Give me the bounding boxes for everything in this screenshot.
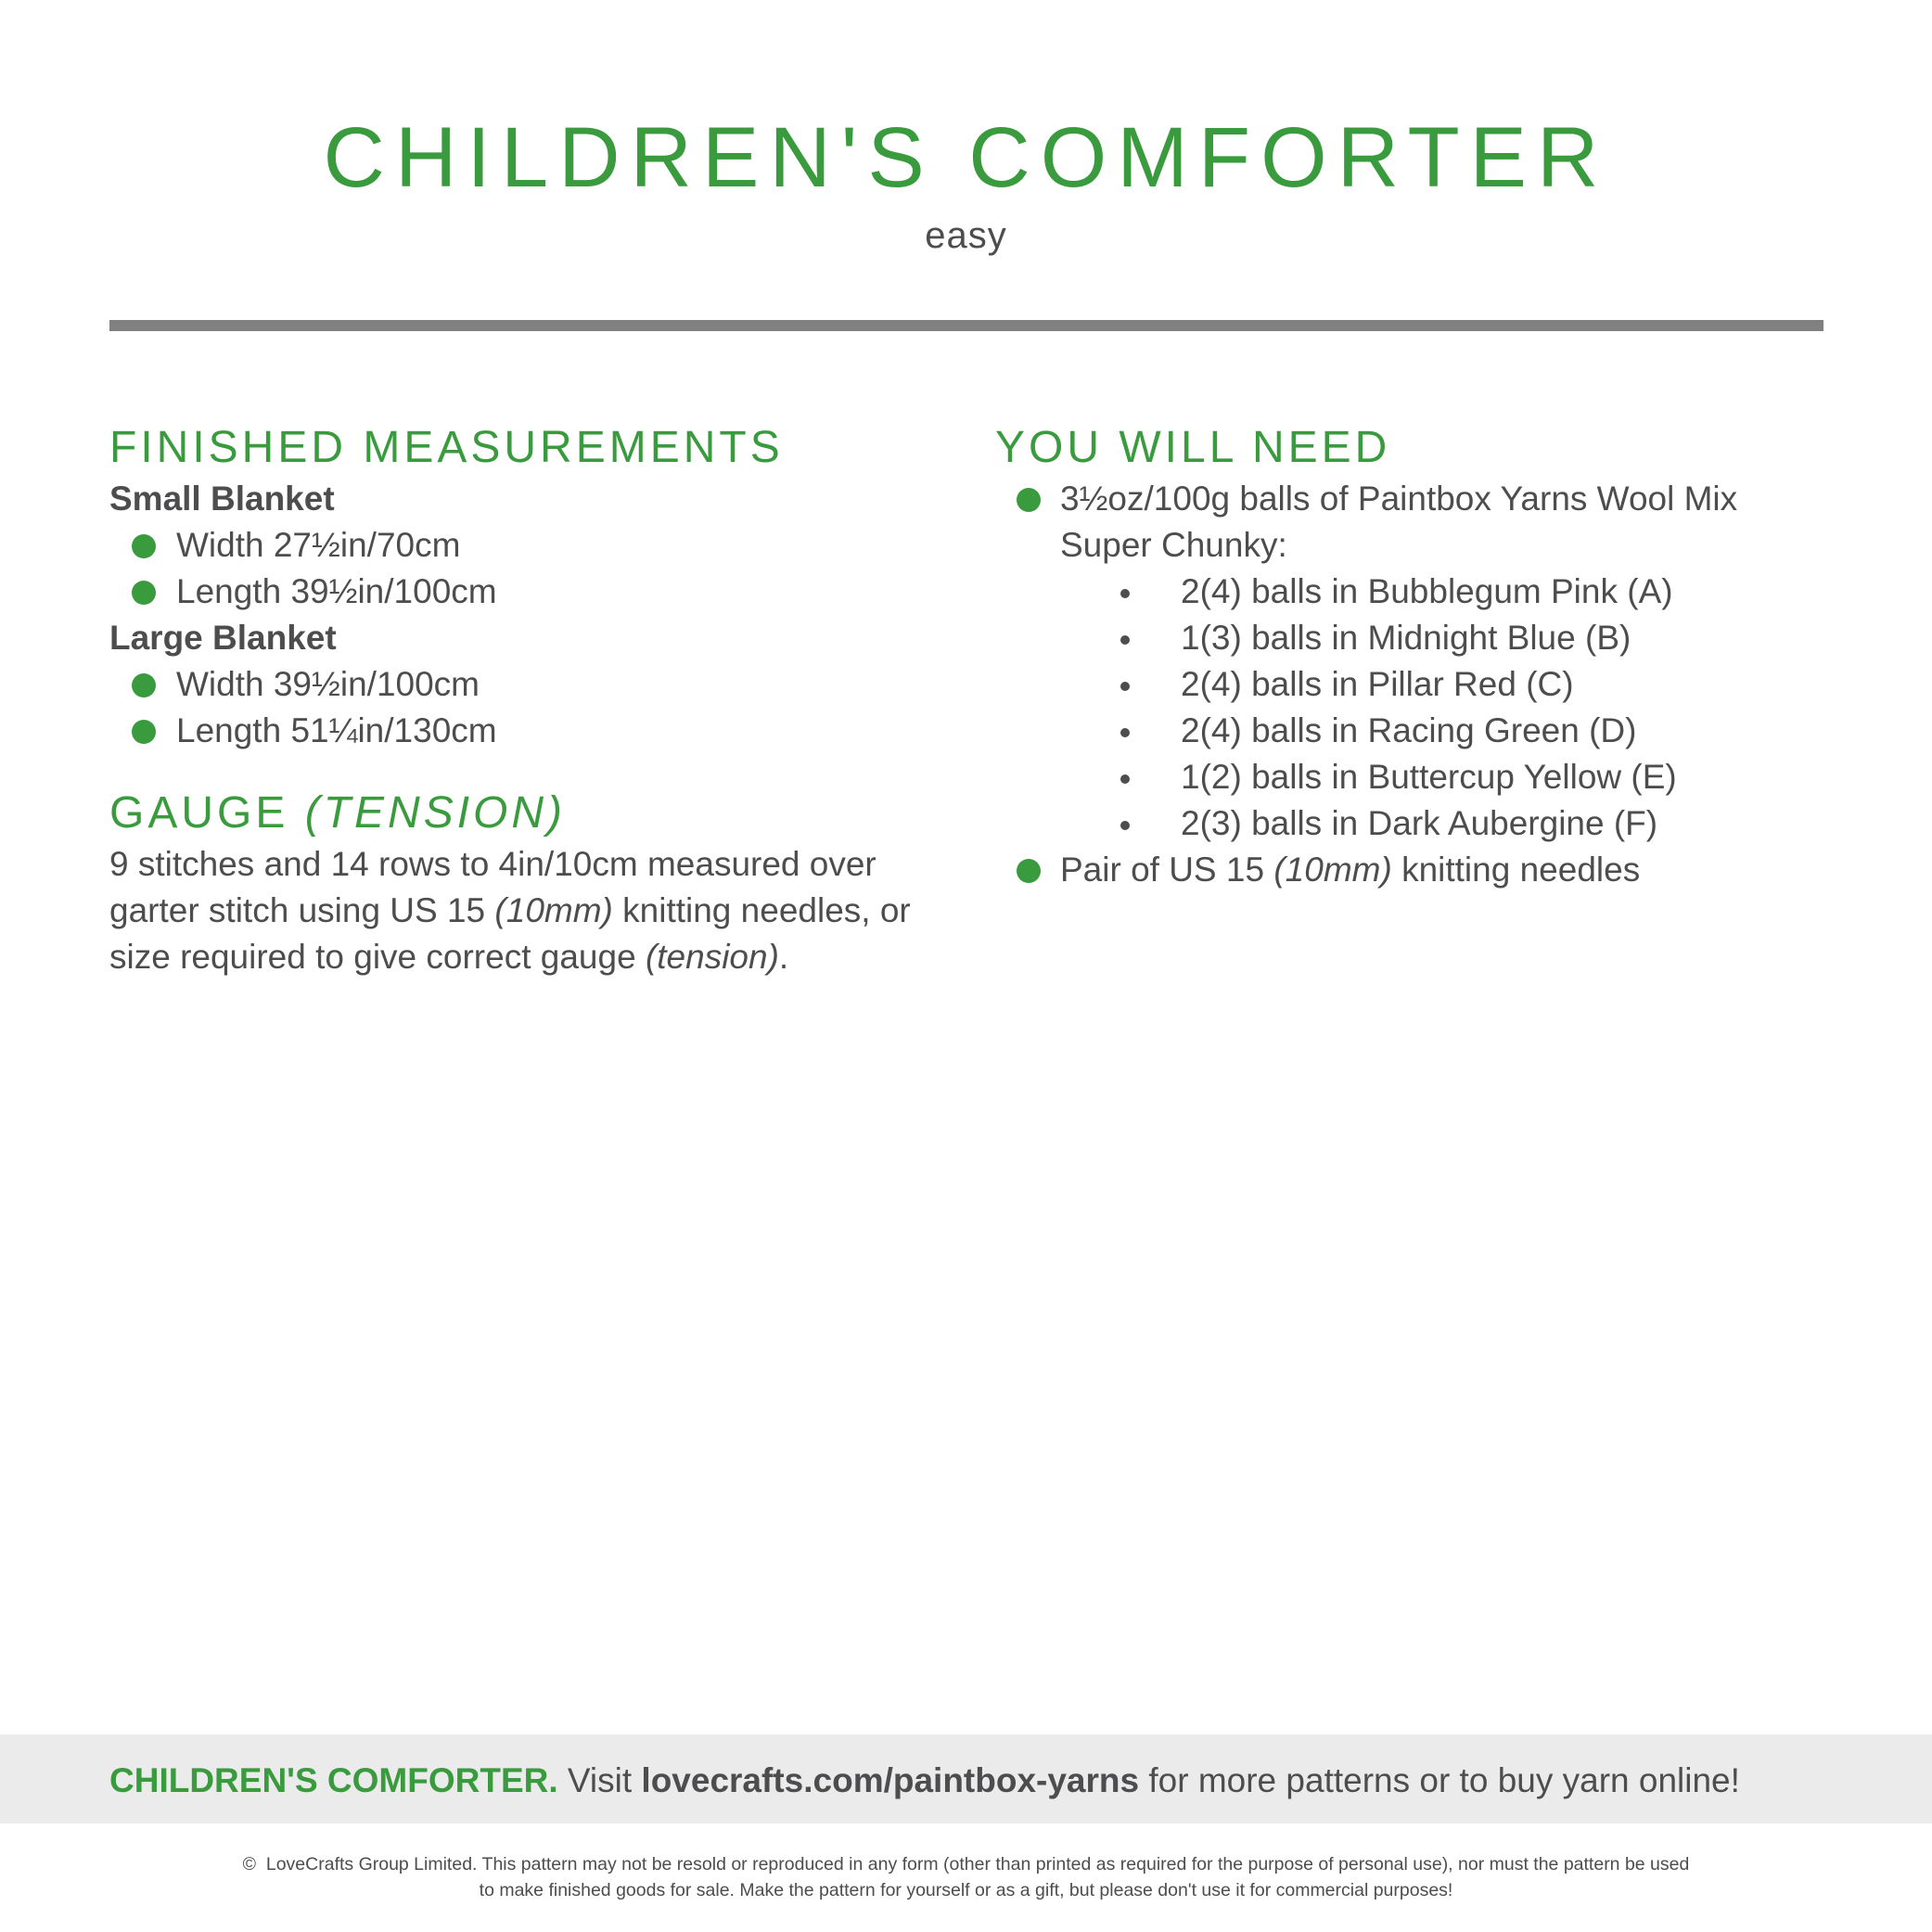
- list-item: Width 39½in/100cm: [109, 661, 963, 708]
- yarn-colors-list: [1060, 569, 1830, 847]
- small-bullet-icon: [1120, 774, 1130, 784]
- list-item: 1(2) balls in Buttercup Yellow (E): [1116, 754, 1830, 800]
- bullet-dot-icon: [1017, 859, 1041, 883]
- copyright-symbol: ©: [242, 1854, 257, 1874]
- bullet-dot-icon: [132, 581, 156, 605]
- footer-text: CHILDREN'S COMFORTER. Visit lovecrafts.com/paintbox-yarns for more patterns or to buy yarn online!: [109, 1761, 1740, 1799]
- difficulty-label: easy: [925, 215, 1007, 256]
- small-bullet-icon: [1120, 682, 1130, 691]
- small-bullet-icon: [1120, 728, 1130, 737]
- bullet-dot-icon: [1017, 488, 1041, 512]
- page-title: CHILDREN'S COMFORTER: [323, 110, 1609, 205]
- small-bullet-icon: [1120, 589, 1130, 598]
- small-blanket-label: Small Blanket: [109, 480, 335, 518]
- left-column: [109, 422, 963, 980]
- bullet-dot-icon: [132, 673, 156, 697]
- header-divider: [109, 320, 1823, 331]
- list-item: 2(4) balls in Bubblegum Pink (A): [1116, 569, 1830, 615]
- list-item: 2(3) balls in Dark Aubergine (F): [1116, 800, 1830, 847]
- large-blanket-label: Large Blanket: [109, 619, 337, 657]
- small-bullet-icon: [1120, 821, 1130, 830]
- bullet-dot-icon: [132, 534, 156, 558]
- large-blanket-list: [109, 661, 963, 754]
- gauge-text: 9 stitches and 14 rows to 4in/10cm measured over garter stitch using US 15 (10mm) knitting needles, or size required to give correct gauge (tension).: [109, 845, 911, 976]
- finished-measurements-heading: FINISHED MEASUREMENTS: [109, 423, 784, 472]
- list-item: 2(4) balls in Racing Green (D): [1116, 708, 1830, 754]
- small-blanket-list: [109, 522, 963, 615]
- list-item: Length 51¼in/130cm: [109, 708, 963, 754]
- list-item: 3½oz/100g balls of Paintbox Yarns Wool Mix Super Chunky: 2(4) balls in Bubblegum Pink (A) 1(3) balls in Midnight Blue (B) 2(4) balls in Pillar Red (C) 2(4) balls in Racing Green (D) 1(2) balls in Buttercup Yellow (E) 2(3) balls in Dark Aubergine (F): [995, 476, 1830, 847]
- list-item: Pair of US 15 (10mm) knitting needles: [995, 847, 1830, 893]
- list-item: Width 27½in/70cm: [109, 522, 963, 569]
- gauge-heading: GAUGE (TENSION): [109, 788, 567, 838]
- list-item: Length 39½in/100cm: [109, 569, 963, 615]
- small-bullet-icon: [1120, 635, 1130, 645]
- footer-pattern-name: CHILDREN'S COMFORTER.: [109, 1761, 558, 1799]
- materials-list: [995, 476, 1830, 893]
- copyright-notice: © LoveCrafts Group Limited. This pattern may not be resold or reproduced in any form (other than printed as required for the purpose of personal use), nor must the pattern be used to make finished goods for sale. Make the pattern for yourself or as a gift, but please don't use it for commercial purposes!: [242, 1854, 1690, 1900]
- list-item: 1(3) balls in Midnight Blue (B): [1116, 615, 1830, 661]
- bullet-dot-icon: [132, 720, 156, 744]
- list-item: 2(4) balls in Pillar Red (C): [1116, 661, 1830, 708]
- right-column: [995, 422, 1830, 893]
- you-will-need-heading: YOU WILL NEED: [995, 423, 1391, 472]
- footer-link[interactable]: lovecrafts.com/paintbox-yarns: [641, 1761, 1140, 1799]
